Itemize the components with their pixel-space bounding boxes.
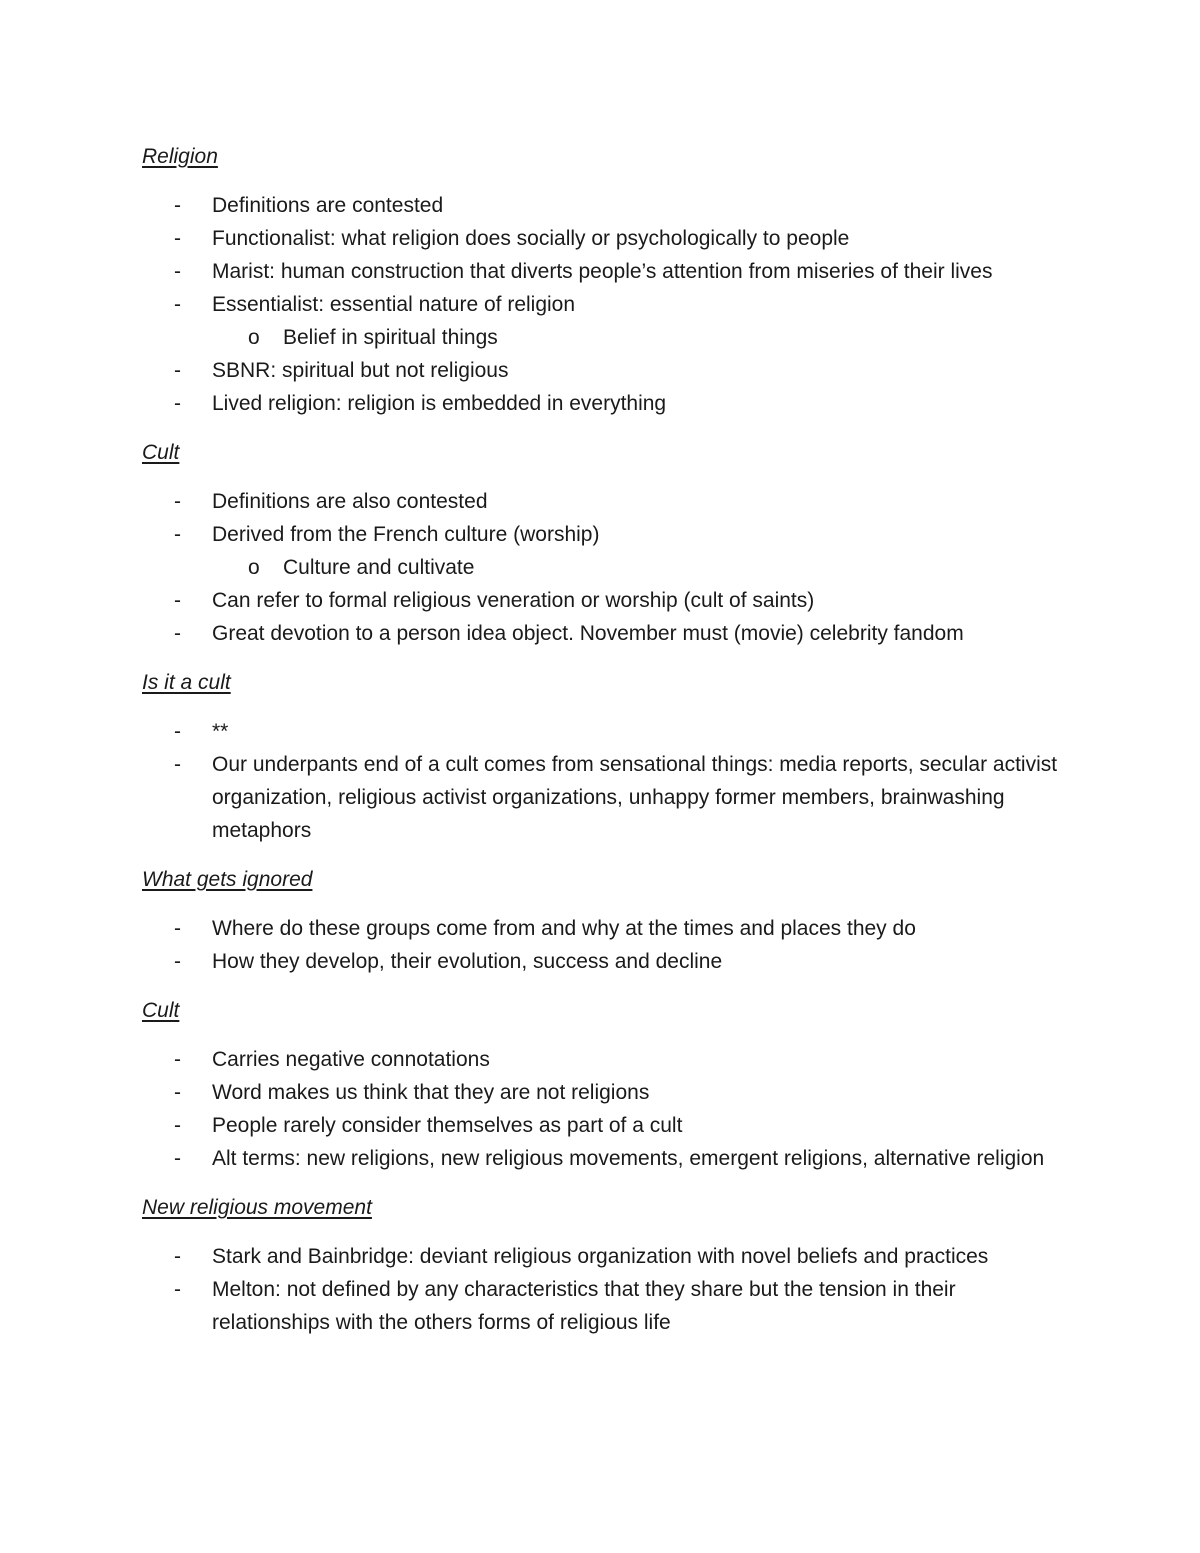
document-body	[142, 140, 1072, 1355]
section-heading-religion: Religion	[142, 145, 218, 168]
list-item	[142, 584, 1072, 617]
list-item-text: Where do these groups come from and why at the times and places they do	[212, 917, 916, 940]
bullet-list	[142, 1043, 1072, 1175]
bullet-dash: -	[174, 917, 181, 940]
list-item	[142, 1240, 1072, 1273]
bullet-list	[142, 485, 1072, 650]
sub-list-item-text: Culture and cultivate	[283, 556, 475, 579]
bullet-dash: -	[174, 1278, 181, 1301]
section-heading-what-gets-ignored: What gets ignored	[142, 868, 313, 891]
list-item-text: Melton: not defined by any characteristics that they share but the tension in their relationships with the others forms of religious life	[212, 1278, 956, 1334]
bullet-dash: -	[174, 260, 181, 283]
list-item-text: Marist: human construction that diverts people’s attention from miseries of their lives	[212, 260, 993, 283]
bullet-dash: -	[174, 1048, 181, 1071]
list-item	[142, 387, 1072, 420]
list-item	[142, 189, 1072, 222]
list-item-text: Our underpants end of a cult comes from sensational things: media reports, secular activist organization, religious activist organizations, unhappy former members, brainwashing metaphors	[212, 753, 1058, 842]
list-item-text: Derived from the French culture (worship)	[212, 523, 600, 546]
bullet-list	[142, 912, 1072, 978]
list-item-text: Alt terms: new religions, new religious movements, emergent religions, alternative religion	[212, 1147, 1045, 1170]
list-item-text: Word makes us think that they are not religions	[212, 1081, 650, 1104]
bullet-dash: -	[174, 293, 181, 316]
section-heading-cult: Cult	[142, 441, 180, 464]
list-item	[142, 518, 1072, 551]
list-item	[142, 222, 1072, 255]
list-item	[142, 1043, 1072, 1076]
list-item	[142, 1109, 1072, 1142]
section-heading-is-it-a-cult: Is it a cult	[142, 671, 231, 694]
list-item-text: Can refer to formal religious veneration or worship (cult of saints)	[212, 589, 815, 612]
list-item	[142, 1142, 1072, 1175]
bullet-list	[142, 1240, 1072, 1339]
list-item	[142, 945, 1072, 978]
list-item	[142, 617, 1072, 650]
list-item	[142, 715, 1072, 748]
list-item-text: Stark and Bainbridge: deviant religious organization with novel beliefs and practices	[212, 1245, 989, 1268]
list-item	[142, 255, 1072, 288]
list-item	[142, 354, 1072, 387]
bullet-dash: -	[174, 1245, 181, 1268]
list-item	[142, 748, 1072, 847]
list-item-text: How they develop, their evolution, success and decline	[212, 950, 723, 973]
bullet-circle: o	[248, 556, 260, 579]
list-item-text: Essentialist: essential nature of religion	[212, 293, 576, 316]
list-item-text: Definitions are also contested	[212, 490, 488, 513]
bullet-dash: -	[174, 490, 181, 513]
list-item-text: Functionalist: what religion does socially or psychologically to people	[212, 227, 850, 250]
bullet-dash: -	[174, 1114, 181, 1137]
list-item-text: Definitions are contested	[212, 194, 444, 217]
list-item	[142, 912, 1072, 945]
bullet-dash: -	[174, 589, 181, 612]
bullet-dash: -	[174, 523, 181, 546]
list-item	[142, 1273, 1072, 1339]
bullet-dash: -	[174, 194, 181, 217]
bullet-dash: -	[174, 753, 181, 776]
list-item-text: Lived religion: religion is embedded in everything	[212, 392, 667, 415]
list-item	[142, 288, 1072, 321]
bullet-dash: -	[174, 392, 181, 415]
section-heading-new-religious-movement: New religious movement	[142, 1196, 372, 1219]
bullet-dash: -	[174, 359, 181, 382]
sub-list-item	[142, 321, 1072, 354]
list-item-text: SBNR: spiritual but not religious	[212, 359, 509, 382]
sub-list-item	[142, 551, 1072, 584]
bullet-circle: o	[248, 326, 260, 349]
list-item	[142, 485, 1072, 518]
bullet-list	[142, 715, 1072, 847]
list-item-text: People rarely consider themselves as part of a cult	[212, 1114, 683, 1137]
bullet-dash: -	[174, 1081, 181, 1104]
list-item	[142, 1076, 1072, 1109]
bullet-dash: -	[174, 1147, 181, 1170]
bullet-dash: -	[174, 950, 181, 973]
list-item-text: Carries negative connotations	[212, 1048, 490, 1071]
bullet-dash: -	[174, 227, 181, 250]
list-item-text: Great devotion to a person idea object. November must (movie) celebrity fandom	[212, 622, 964, 645]
bullet-dash: -	[174, 720, 181, 743]
bullet-list	[142, 189, 1072, 420]
list-item-text: **	[212, 720, 229, 743]
bullet-dash: -	[174, 622, 181, 645]
sub-list-item-text: Belief in spiritual things	[283, 326, 498, 349]
section-heading-cult: Cult	[142, 999, 180, 1022]
